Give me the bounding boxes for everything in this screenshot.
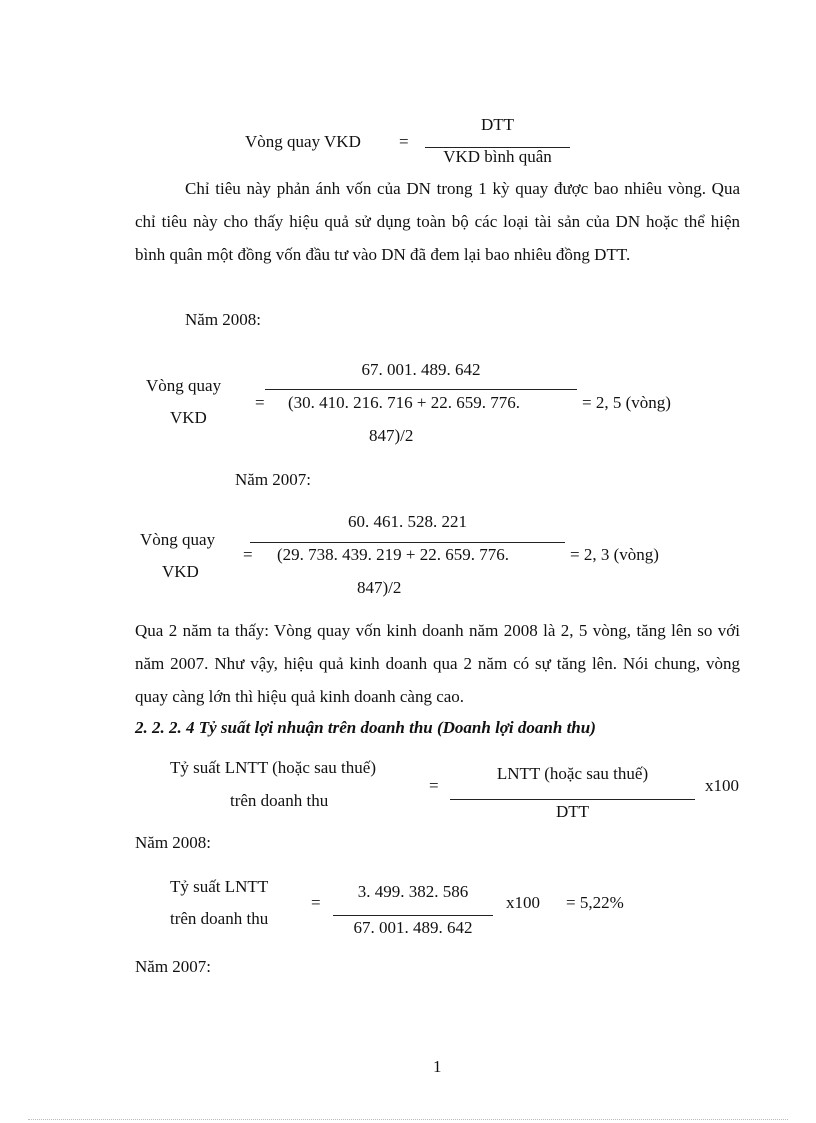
result: = 2, 3 (vòng) [570, 545, 659, 564]
numerator: 3. 499. 382. 586 [357, 882, 469, 901]
formula-lhs: Vòng quay VKD [245, 132, 361, 151]
year-label: Năm 2008: [135, 833, 212, 852]
denominator-line-1: (29. 738. 439. 219 + 22. 659. 776. [277, 545, 509, 564]
denominator: 67. 001. 489. 642 [353, 918, 473, 937]
calc-lhs-2: trên doanh thu [170, 909, 269, 928]
fraction-bar [265, 389, 577, 390]
paragraph-text: Chỉ tiêu này phản ánh vốn của DN trong 1 kỳ quay được bao nhiêu vòng. Qua chỉ tiêu này cho thấy hiệu quả sử dụng toàn bộ các loại tài sản của DN hoặc thể hiện bình quân một đồng vốn đầu tư vào DN đã đem lại bao nhiêu đồng DTT. [135, 179, 740, 264]
calc-lhs-1: Vòng quay [140, 530, 216, 549]
fraction-bar [450, 799, 695, 800]
fraction-bar [250, 542, 565, 543]
page-bottom-border [28, 1119, 788, 1120]
formula-lhs-1: Tỷ suất LNTT (hoặc sau thuế) [170, 758, 376, 777]
equals-sign: = [255, 393, 265, 412]
page-number: 1 [433, 1057, 442, 1076]
section-heading: 2. 2. 2. 4 Tỷ suất lợi nhuận trên doanh thu (Doanh lợi doanh thu) [135, 718, 596, 737]
numerator: 67. 001. 489. 642 [361, 360, 481, 379]
result: = 2, 5 (vòng) [582, 393, 671, 412]
year-label: Năm 2008: [185, 310, 262, 329]
numerator: LNTT (hoặc sau thuế) [496, 764, 649, 783]
denominator-line-1: (30. 410. 216. 716 + 22. 659. 776. [288, 393, 520, 412]
equals-sign: = [429, 776, 439, 795]
formula-lhs-2: trên doanh thu [230, 791, 329, 810]
calc-lhs-2: VKD [162, 562, 199, 581]
equals-sign: = [243, 545, 253, 564]
multiplier: x100 [506, 893, 540, 912]
year-label: Năm 2007: [135, 957, 212, 976]
denominator: VKD bình quân [443, 147, 552, 166]
calc-lhs-2: VKD [170, 408, 207, 427]
calc-lhs-1: Tỷ suất LNTT [170, 877, 269, 896]
multiplier: x100 [705, 776, 739, 795]
numerator: 60. 461. 528. 221 [348, 512, 467, 531]
equals-sign: = [399, 132, 409, 151]
equals-sign: = [311, 893, 321, 912]
year-label: Năm 2007: [235, 470, 312, 489]
numerator: DTT [480, 115, 515, 134]
calc-lhs-1: Vòng quay [146, 376, 222, 395]
result: = 5,22% [566, 893, 624, 912]
paragraph-conclusion: Qua 2 năm ta thấy: Vòng quay vốn kinh doanh năm 2008 là 2, 5 vòng, tăng lên so với năm 2007. Như vậy, hiệu quả kinh doanh qua 2 năm có sự tăng lên. Nói chung, vòng quay càng lớn thì hiệu quả kinh doanh càng cao. [135, 621, 740, 706]
denominator: DTT [555, 802, 590, 821]
denominator-line-2: 847)/2 [357, 578, 402, 597]
denominator-line-2: 847)/2 [369, 426, 414, 445]
paragraph-explanation [135, 172, 740, 271]
fraction-bar [333, 915, 493, 916]
